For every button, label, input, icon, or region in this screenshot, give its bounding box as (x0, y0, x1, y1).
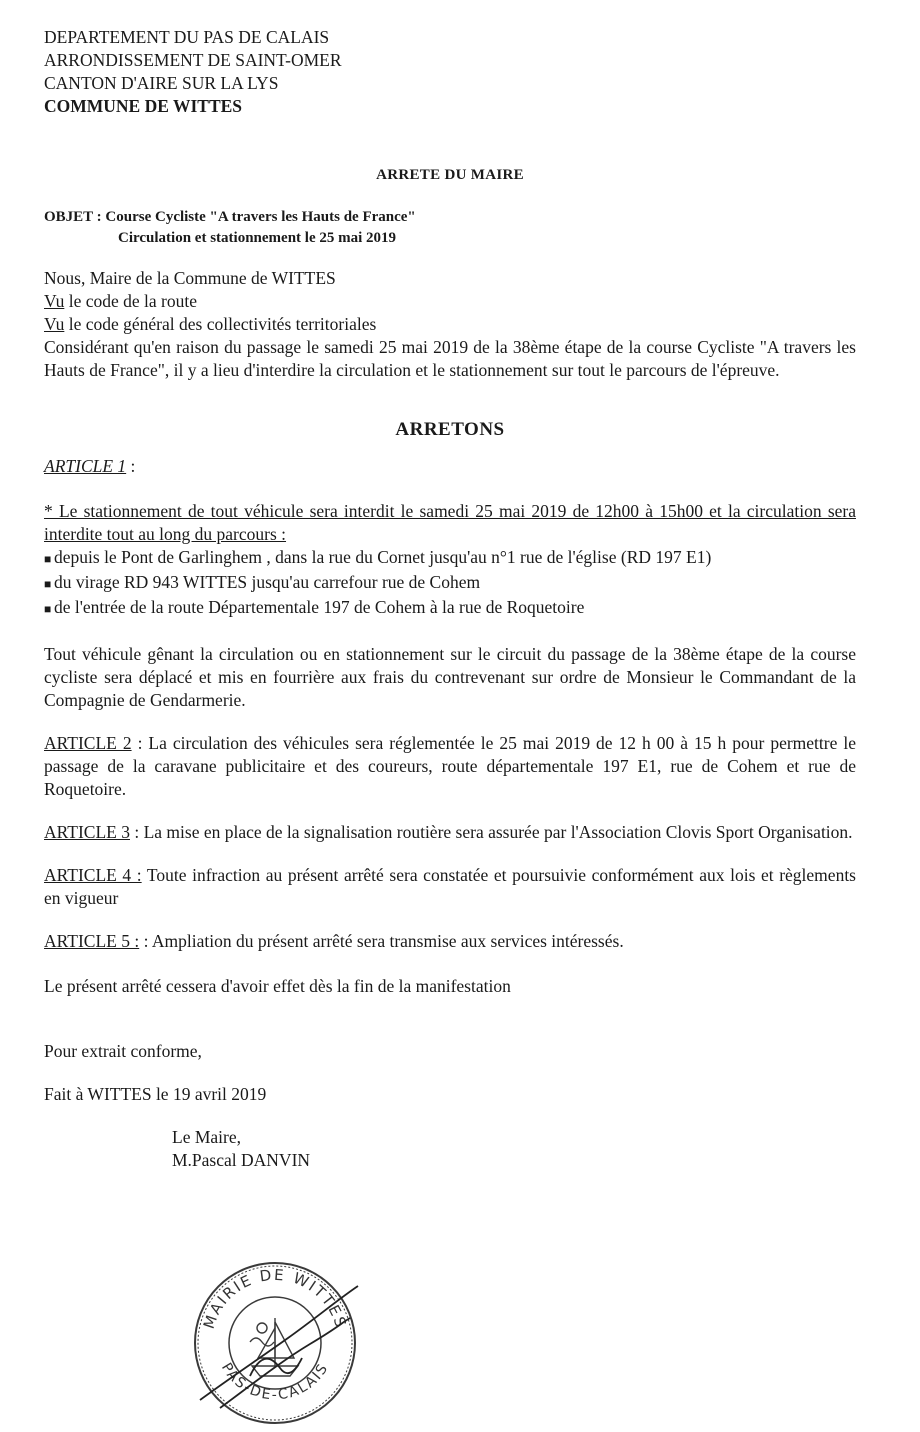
list-item-text: du virage RD 943 WITTES jusqu'au carrefour rue de Cohem (54, 572, 481, 592)
document-page (44, 26, 856, 1172)
article-1-heading (44, 455, 856, 478)
article-2-body: : La circulation des véhicules sera réglementée le 25 mai 2019 de 12 h 00 à 15 h pour permettre le passage de la caravane publicitaire et des coureurs, route départementale 197 E1, rue de Cohem et rue de Roquetoire. (44, 733, 856, 799)
seal-top-text: MAIRIE DE WITTES (199, 1265, 351, 1331)
vu-label: Vu (44, 314, 65, 334)
closing-statement: Le présent arrêté cessera d'avoir effet dès la fin de la manifestation (44, 976, 511, 996)
signature-name: M.Pascal DANVIN (172, 1150, 311, 1170)
preamble-considerant: Considérant qu'en raison du passage le samedi 25 mai 2019 de la 38ème étape de la course Cycliste "A travers les Hauts de France", il y a lieu d'interdire la circulation et le stationnement sur tout le parcours de l'épreuve. (44, 337, 856, 380)
bullet-icon: ■ (44, 577, 52, 591)
seal-bottom-text: PAS-DE-CALAIS (217, 1360, 333, 1404)
article-1-suffix: : (126, 456, 136, 476)
extract-conforme: Pour extrait conforme, (44, 1041, 202, 1061)
article-3-label: ARTICLE 3 (44, 822, 130, 842)
article-1-paragraph (44, 643, 856, 712)
header-arrondissement: ARRONDISSEMENT DE SAINT-OMER (44, 50, 342, 70)
document-title: ARRETE DU MAIRE (376, 167, 524, 183)
article-2-text (44, 732, 856, 801)
objet-label: OBJET : (44, 209, 102, 225)
list-item (44, 546, 856, 571)
header-department: DEPARTEMENT DU PAS DE CALAIS (44, 27, 330, 47)
objet-block (44, 207, 856, 249)
article-1-body (44, 500, 856, 621)
list-item (44, 571, 856, 596)
list-item-text: de l'entrée de la route Départementale 197 de Cohem à la rue de Roquetoire (54, 597, 585, 617)
article-3-text (44, 821, 856, 844)
article-5-body: : Ampliation du présent arrêté sera transmise aux services intéressés. (139, 931, 624, 951)
bullet-icon: ■ (44, 602, 52, 616)
article-1-text: Tout véhicule gênant la circulation ou en stationnement sur le circuit du passage de la 38ème étape de la course cycliste sera déplacé et mis en fourrière aux frais du contrevenant sur ordre de Monsieur le Commandant de la Compagnie de Gendarmerie. (44, 644, 856, 710)
article-4-text (44, 864, 856, 910)
article-1-label: ARTICLE 1 (44, 456, 127, 476)
list-item-text: depuis le Pont de Garlinghem , dans la rue du Cornet jusqu'au n°1 rue de l'église (RD 197 E1) (54, 547, 712, 567)
preamble (44, 267, 856, 382)
article-4 (44, 864, 856, 910)
mairie-seal-stamp (190, 1258, 360, 1428)
vu-text: le code de la route (68, 291, 197, 311)
article-5-label: ARTICLE 5 : (44, 931, 140, 951)
article-1-restriction: * Le stationnement de tout véhicule sera interdit le samedi 25 mai 2019 de 12h00 à 15h00 et la circulation sera interdite tout au long du parcours : (44, 501, 856, 544)
article-1-route-list (44, 546, 856, 621)
article-3 (44, 821, 856, 844)
article-2-label: ARTICLE 2 (44, 733, 132, 753)
bullet-icon: ■ (44, 552, 52, 566)
preamble-vu-2 (44, 313, 856, 336)
preamble-vu-1 (44, 290, 856, 313)
signature-role: Le Maire, (172, 1127, 241, 1147)
article-5-text (44, 930, 856, 953)
objet-line1: Course Cycliste "A travers les Hauts de France" (105, 209, 416, 225)
arretons-heading: ARRETONS (395, 419, 505, 440)
place-date: Fait à WITTES le 19 avril 2019 (44, 1084, 267, 1104)
objet-line2: Circulation et stationnement le 25 mai 2019 (118, 230, 397, 246)
vu-text: le code général des collectivités territoriales (68, 314, 377, 334)
article-4-body: Toute infraction au présent arrêté sera constatée et poursuivie conformément aux lois et règlements en vigueur (44, 865, 856, 908)
preamble-intro: Nous, Maire de la Commune de WITTES (44, 268, 336, 288)
article-5 (44, 930, 856, 953)
vu-label: Vu (44, 291, 65, 311)
list-item (44, 596, 856, 621)
article-4-label: ARTICLE 4 : (44, 865, 142, 885)
article-3-body: : La mise en place de la signalisation routière sera assurée par l'Association Clovis Sport Organisation. (129, 822, 853, 842)
header-commune: COMMUNE DE WITTES (44, 96, 243, 116)
header-canton: CANTON D'AIRE SUR LA LYS (44, 73, 279, 93)
signature-block (44, 1126, 856, 1172)
article-2 (44, 732, 856, 801)
letterhead (44, 26, 856, 118)
